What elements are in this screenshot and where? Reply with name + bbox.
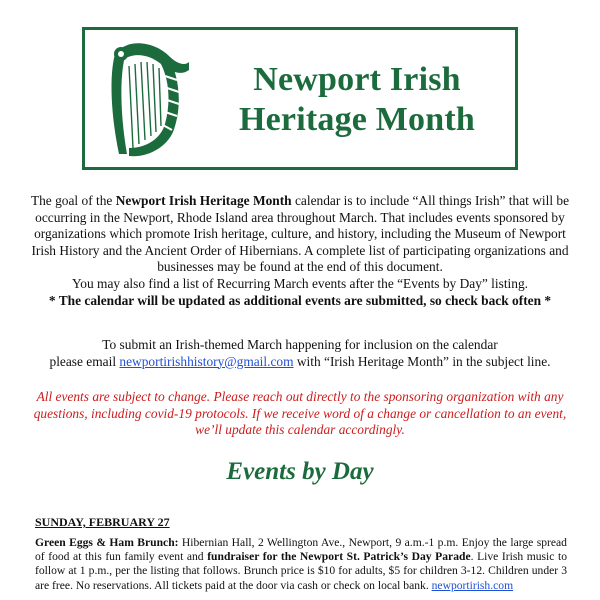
change-warning: All events are subject to change. Please reach out directly to the sponsoring organization with any questions, including covid-19 protocols. If we receive word of a change or cancellation to an event, we’ll update this calendar accordingly. [33, 389, 567, 438]
event-link[interactable]: newportirish.com [431, 578, 514, 592]
intro-section [30, 193, 570, 309]
events-section-title: Events by Day [226, 458, 374, 485]
event-bold-text: fundraiser for the Newport St. Patrick’s Day Parade [207, 550, 471, 564]
event-name: Green Eggs & Ham Brunch: [35, 536, 179, 549]
submit-text: please email [49, 353, 120, 369]
intro-paragraph [30, 193, 570, 276]
recurring-note: You may also find a list of Recurring March events after the “Events by Day” listing. [71, 275, 529, 291]
event-listing [35, 536, 567, 593]
intro-text: The goal of the [30, 193, 116, 208]
banner-title-line2: Heritage Month [238, 101, 476, 138]
submit-line1: To submit an Irish-themed March happening for inclusion on the calendar [102, 337, 498, 352]
banner-title-line1: Newport Irish [253, 61, 461, 98]
intro-bold-title: Newport Irish Heritage Month [115, 193, 292, 208]
submit-section [30, 337, 570, 370]
event-text: Hibernian Hall, 2 Wellington Ave., Newport, 9 a.m.-1 p.m. Enjoy the large spread of food at this fun family event and [35, 536, 567, 564]
banner-title [207, 60, 507, 140]
email-link[interactable]: newportirishhistory@gmail.com [119, 353, 294, 369]
submit-line2 [30, 354, 570, 371]
intro-text-cont: calendar is to include “All things Irish” that will be occurring in the Newport, Rhode Island area throughout March. That includes events sponsored by organizations which promote Irish heritage, culture, and history, including the Museum of Newport Irish History and the Ancient Order of Hibernians. A complete list of participating organizations and businesses may be found at the end of this document. [31, 193, 570, 275]
header-banner [82, 27, 518, 170]
submit-text-cont: with “Irish Heritage Month” in the subject line. [293, 353, 551, 369]
update-note: * The calendar will be updated as additional events are submitted, so check back often * [48, 292, 552, 308]
day-heading: SUNDAY, FEBRUARY 27 [35, 515, 170, 529]
celtic-harp-icon [99, 36, 194, 164]
event-text-cont: . Live Irish music to follow at 1 p.m., per the listing that follows. Brunch price is $10 for adults, $5 for children 3-12. Children under 3 are free. No reservations. All tickets paid at the door via cash or check on local bank. [35, 550, 567, 592]
